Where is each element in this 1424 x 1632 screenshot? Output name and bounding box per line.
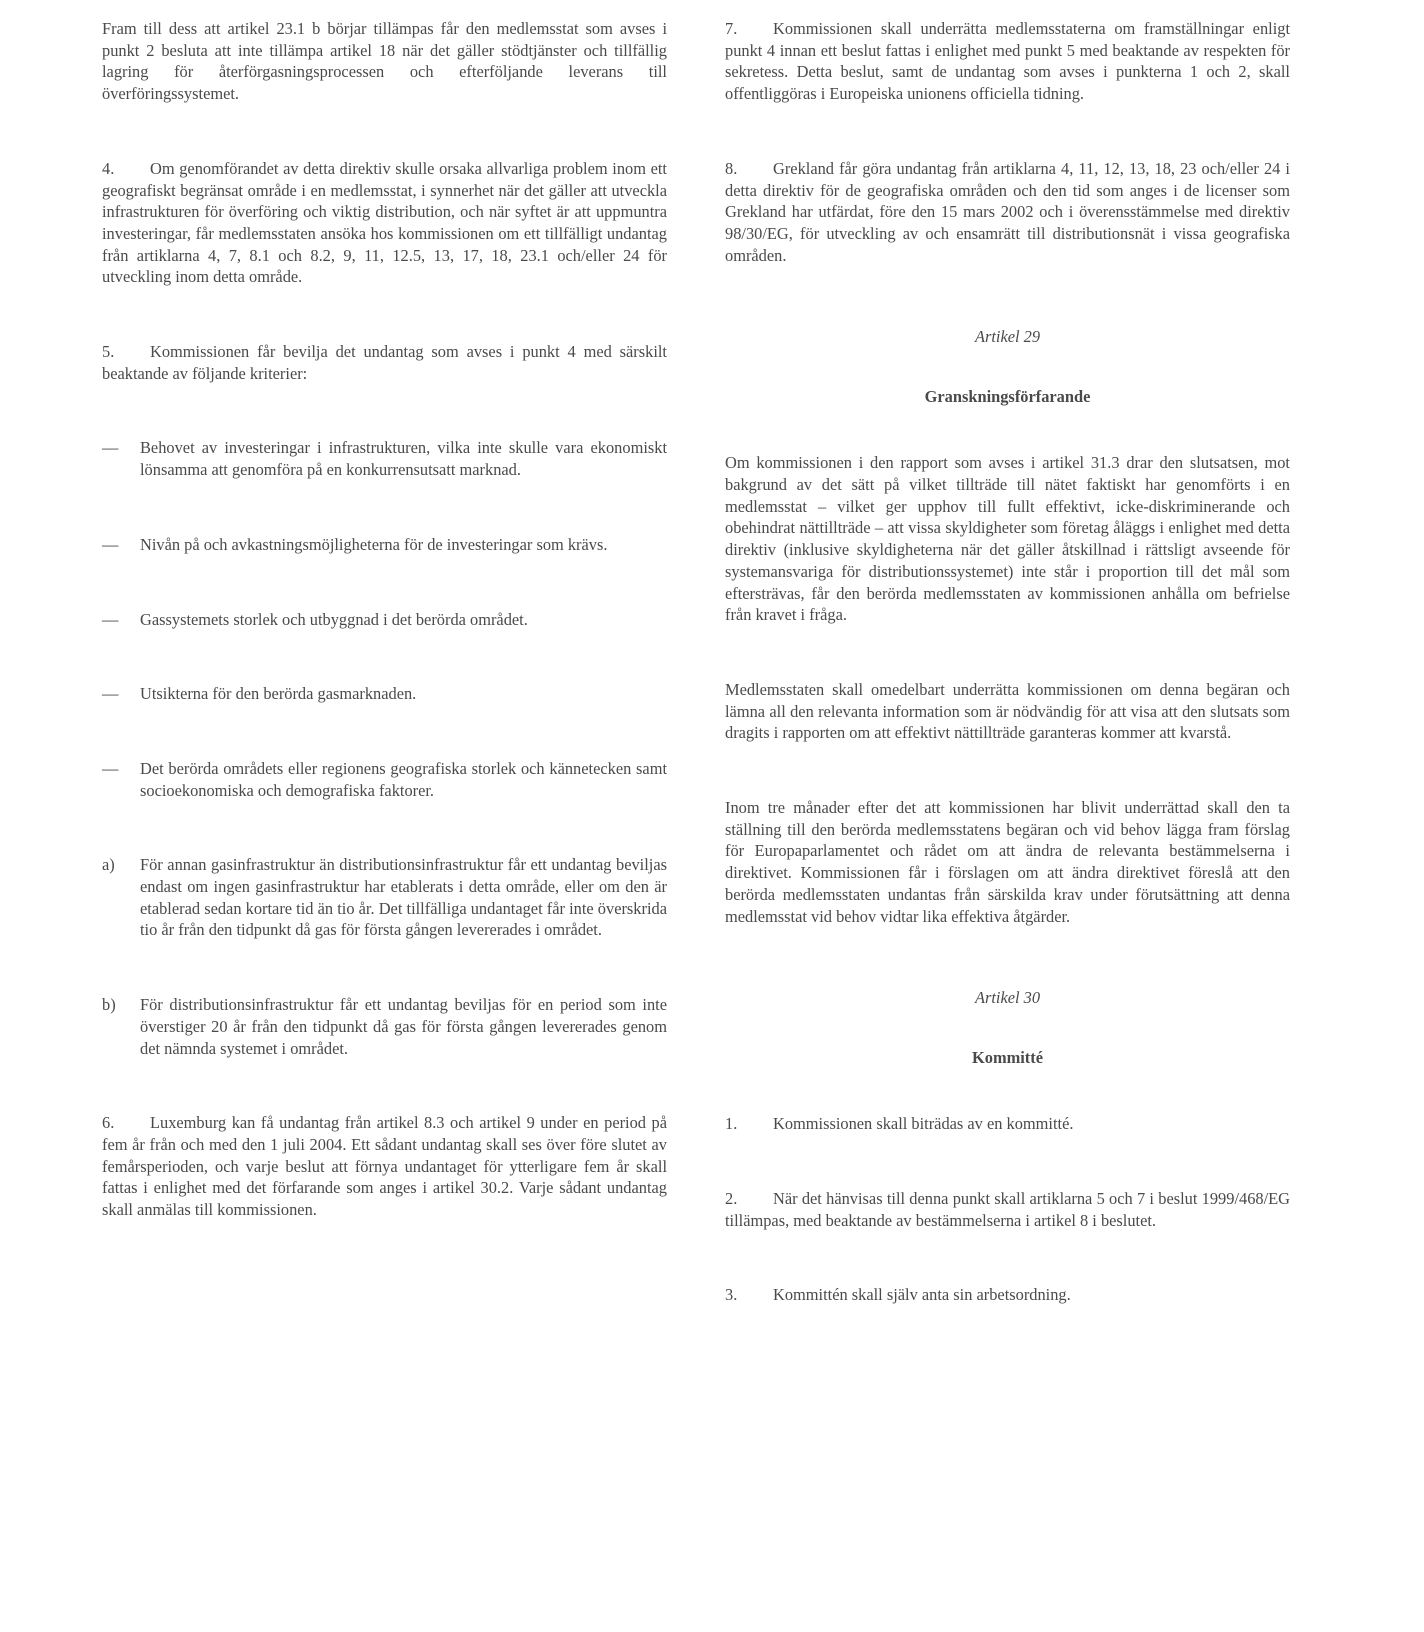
paragraph-5 xyxy=(102,341,667,384)
article-30-title: Artikel 30 xyxy=(974,988,1041,1008)
lettered-item-b xyxy=(102,994,667,1059)
paragraph-number: 8. xyxy=(725,158,738,178)
paragraph-number: 4. xyxy=(102,158,115,178)
criteria-item xyxy=(102,534,667,556)
article-29-paragraph-1: Om kommissionen i den rapport som avses i artikel 31.3 drar den slutsatsen, mot bakgrund av det sätt på vilket tillträde till nätet faktiskt har genomförts i en medlemsstat – vilket ger upphov till fullt effektivt, icke-diskriminerande och obehindrat nättillträde – att vissa skyldigheter som företag åläggs i enlighet med detta direktiv (inklusive skyldigheterna när det gäller åtskillnad i rättsligt avseende för systemansvariga för distributionssystemet) inte står i proportion till det mål som eftersträvas, får den berörda medlemsstaten av kommissionen anhålla om befrielse från kravet i fråga. xyxy=(725,453,1290,625)
paragraph-number: 5. xyxy=(102,342,115,362)
criteria-text: Gassystemets storlek och utbyggnad i det berörda området. xyxy=(140,609,528,629)
criteria-text: Utsikterna för den berörda gasmarknaden. xyxy=(140,684,417,704)
criteria-item xyxy=(102,683,667,705)
article-29-paragraph-2: Medlemsstaten skall omedelbart underrätta kommissionen om denna begäran och lämna all den relevanta information som är nödvändig för att visa att den slutsats som dragits i rapporten om att effektivt nättillträde garanteras kommer att kvarstå. xyxy=(725,679,1290,743)
paragraph-number: 1. xyxy=(725,1114,738,1134)
paragraph-text: Om genomförandet av detta direktiv skulle orsaka allvarliga problem inom ett geografiskt begränsat område i en medlemsstat, i synnerhet när det gäller att utveckla infrastrukturen för överföring och viktig distribution, och när syftet är att uppmuntra investeringar, får medlemsstaten ansöka hos kommissionen om ett tillfälligt undantag från artiklarna 4, 7, 8.1 och 8.2, 9, 11, 12.5, 13, 17, 18, 23.1 och/eller 24 för utveckling inom detta område. xyxy=(102,158,667,287)
criteria-item xyxy=(102,437,667,480)
letter-marker: a) xyxy=(102,855,115,875)
dash-marker: — xyxy=(102,534,119,554)
right-column xyxy=(725,18,1290,1306)
paragraph-number: 7. xyxy=(725,19,738,38)
paragraph-intro: Fram till dess att artikel 23.1 b börjar tillämpas får den medlemsstat som avses i punkt 2 besluta att inte tillämpa artikel 18 när det gäller stödtjänster och tillfällig lagring för återförgasningsprocessen och efterföljande leverans till överföringssystemet. xyxy=(102,19,667,104)
criteria-item xyxy=(102,609,667,631)
dash-marker: — xyxy=(102,438,119,458)
lettered-item-a xyxy=(102,854,667,941)
paragraph-text: Kommissionen skall underrätta medlemsstaterna om framställningar enligt punkt 4 innan ett beslut fattas i enlighet med punkt 5 med beaktande av respekten för sekretess. Detta beslut, samt de undantag som avses i punkterna 1 och 2, skall offentliggöras i Europeiska unionens officiella tidning. xyxy=(725,19,1290,104)
paragraph-number: 6. xyxy=(102,1113,115,1133)
left-column xyxy=(102,18,667,1221)
paragraph-4 xyxy=(102,158,667,288)
paragraph-text: Luxemburg kan få undantag från artikel 8.3 och artikel 9 under en period på fem år från och med den 1 juli 2004. Ett sådant undantag skall ses över före slutet av femårsperioden, och varje beslut att förnya undantaget för ytterligare fem år skall fattas i enlighet med det förfarande som anges i artikel 30.2. Varje sådant undantag skall anmälas till kommissionen. xyxy=(102,1113,667,1220)
paragraph-6 xyxy=(102,1112,667,1221)
criteria-item xyxy=(102,758,667,801)
criteria-text: Det berörda områdets eller regionens geografiska storlek och kännetecken samt socioekonomiska och demografiska faktorer. xyxy=(140,758,667,800)
article-30-paragraph-2 xyxy=(725,1188,1290,1231)
dash-marker: — xyxy=(102,609,119,629)
paragraph-number: 3. xyxy=(725,1285,738,1305)
article-29-title: Artikel 29 xyxy=(974,327,1041,347)
paragraph-text: Kommittén skall själv anta sin arbetsordning. xyxy=(773,1285,1071,1305)
article-30-heading: Kommitté xyxy=(972,1048,1043,1068)
letter-marker: b) xyxy=(102,995,116,1015)
article-30-paragraph-3 xyxy=(725,1284,1290,1306)
article-30-paragraph-1 xyxy=(725,1113,1290,1135)
criteria-text: Behovet av investeringar i infrastrukturen, vilka inte skulle vara ekonomiskt lönsamma att genomföra på en konkurrensutsatt marknad. xyxy=(140,438,667,480)
paragraph-text: När det hänvisas till denna punkt skall artiklarna 5 och 7 i beslut 1999/468/EG tillämpas, med beaktande av bestämmelserna i artikel 8 i beslutet. xyxy=(725,1188,1290,1230)
dash-marker: — xyxy=(102,758,119,778)
paragraph-text: Kommissionen får bevilja det undantag som avses i punkt 4 med särskilt beaktande av följande kriterier: xyxy=(102,342,667,383)
paragraph-7 xyxy=(725,18,1290,105)
article-29-paragraph-3: Inom tre månader efter det att kommissionen har blivit underrättad skall den ta ställning till den berörda medlemsstatens begäran och vid behov lägga fram förslag för Europaparlamentet och rådet om att ändra de relevanta bestämmelserna i direktivet. Kommissionen får i förslagen om att ändra direktivet föreslå att den berörda medlemsstaten undantas från särskilda krav under förutsättning att denna medlemsstat vid behov vidtar lika effektiva åtgärder. xyxy=(725,798,1290,926)
dash-marker: — xyxy=(102,684,119,704)
lettered-text: För annan gasinfrastruktur än distributionsinfrastruktur får ett undantag beviljas endast om ingen gasinfrastruktur har etablerats i detta område, eller om den är etablerad sedan kortare tid än tio år. Det tillfälliga undantaget får inte överskrida tio år från den tidpunkt då gas för första gången levererades i området. xyxy=(140,855,667,940)
paragraph-text: Kommissionen skall biträdas av en kommitté. xyxy=(773,1114,1074,1134)
paragraph-text: Grekland får göra undantag från artiklarna 4, 11, 12, 13, 18, 23 och/eller 24 i detta direktiv för de geografiska områden och den tid som anges i de licenser som Grekland har utfärdat, före den 15 mars 2002 och i överensstämmelse med direktiv 98/30/EG, för utveckling av och ensamrätt till distributionsnät i vissa geografiska områden. xyxy=(725,158,1290,265)
criteria-text: Nivån på och avkastningsmöjligheterna för de investeringar som krävs. xyxy=(140,534,608,554)
paragraph-8 xyxy=(725,158,1290,267)
lettered-text: För distributionsinfrastruktur får ett undantag beviljas för en period som inte överstiger 20 år från den tidpunkt då gas för första gången levererades genom det nämnda systemet i området. xyxy=(140,995,667,1058)
article-29-heading: Granskningsförfarande xyxy=(924,387,1091,407)
paragraph-number: 2. xyxy=(725,1188,738,1208)
